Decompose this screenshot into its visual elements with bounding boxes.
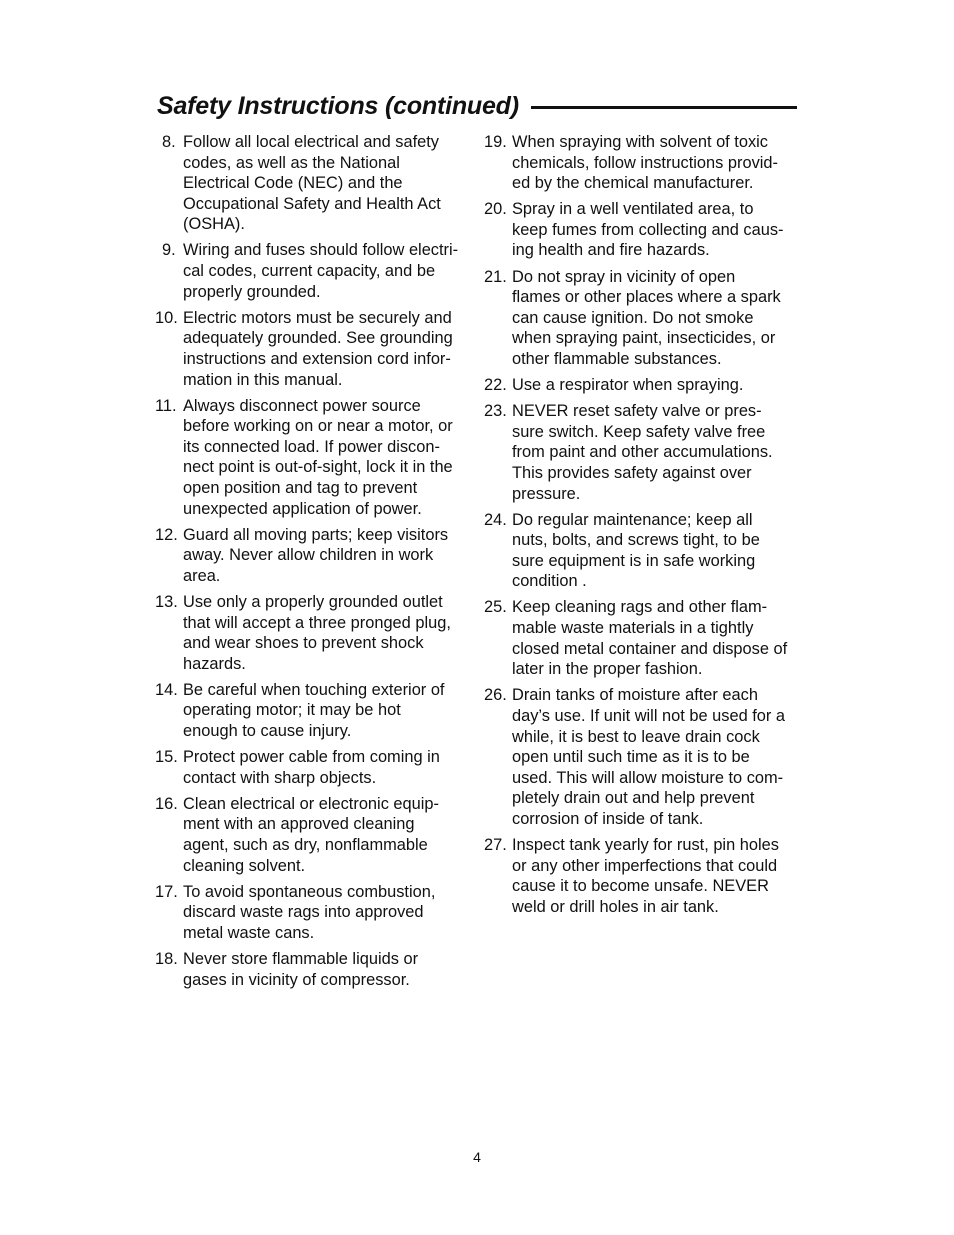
item-text: Use only a properly grounded outlet that will accept a three pronged plug, and wear shoes to prevent shock hazards. bbox=[183, 592, 451, 673]
right-column bbox=[484, 132, 800, 923]
list-item bbox=[484, 510, 800, 592]
item-number: 25. bbox=[484, 598, 507, 617]
item-number: 14. bbox=[155, 680, 178, 699]
item-number: 18. bbox=[155, 949, 178, 968]
item-number: 8. bbox=[162, 133, 176, 151]
page-number: 4 bbox=[473, 1149, 481, 1165]
item-text: Be careful when touching exterior of operating motor; it may be hot enough to cause injury. bbox=[183, 680, 445, 741]
item-text: To avoid spontaneous combustion, discard waste rags into approved metal waste cans. bbox=[183, 882, 436, 942]
list-item bbox=[484, 597, 800, 679]
list-item bbox=[155, 132, 471, 235]
item-text: Clean electrical or electronic equip- ment with an approved cleaning agent, such as dry, nonflammable cleaning solvent. bbox=[183, 794, 439, 875]
item-number: 21. bbox=[484, 267, 507, 286]
list-item bbox=[155, 592, 471, 674]
page-title: Safety Instructions (continued) bbox=[157, 91, 519, 120]
list-item bbox=[484, 132, 800, 194]
list-item bbox=[155, 680, 471, 742]
list-item bbox=[484, 401, 800, 504]
item-number: 9. bbox=[162, 241, 176, 260]
item-text: Do not spray in vicinity of open flames or other places where a spark can cause ignition. Do not smoke when spraying paint, insecticides, or other flammable substances. bbox=[512, 267, 781, 368]
item-number: 12. bbox=[155, 525, 178, 544]
list-item bbox=[155, 949, 471, 990]
item-text: NEVER reset safety valve or pres- sure switch. Keep safety valve free from paint and other accumulations. This provides safety against over pressure. bbox=[512, 402, 773, 503]
item-text: Wiring and fuses should follow electri- cal codes, current capacity, and be properly grounded. bbox=[183, 241, 459, 301]
list-item bbox=[484, 685, 800, 829]
item-text: Always disconnect power source before working on or near a motor, or its connected load. If power discon- nect point is out-of-sight, lock it in the open position and tag to prevent unexpected application of power. bbox=[183, 396, 453, 518]
item-text: When spraying with solvent of toxic chemicals, follow instructions provid- ed by the chemical manufacturer. bbox=[512, 133, 778, 193]
item-number: 11. bbox=[155, 396, 177, 415]
item-text: Guard all moving parts; keep visitors away. Never allow children in work area. bbox=[183, 525, 449, 585]
item-text: Spray in a well ventilated area, to keep fumes from collecting and caus- ing health and fire hazards. bbox=[512, 200, 784, 260]
item-number: 26. bbox=[484, 686, 507, 705]
item-text: Protect power cable from coming in contact with sharp objects. bbox=[183, 748, 440, 787]
item-text: Drain tanks of moisture after each day’s use. If unit will not be used for a while, it is best to leave drain cock open until such time as it is to be used. This will allow moisture to com- pletely drain out and help prevent corrosion of inside of tank. bbox=[512, 686, 786, 828]
list-item bbox=[484, 199, 800, 261]
list-item bbox=[155, 240, 471, 302]
list-item bbox=[155, 308, 471, 390]
item-text: Do regular maintenance; keep all nuts, bolts, and screws tight, to be sure equipment is in safe working condition . bbox=[512, 510, 760, 591]
list-item bbox=[155, 794, 471, 876]
list-item bbox=[484, 267, 800, 370]
item-text: Keep cleaning rags and other flam- mable waste materials in a tightly closed metal container and dispose of later in the proper fashion. bbox=[512, 598, 788, 679]
item-number: 22. bbox=[484, 376, 507, 395]
item-text: Use a respirator when spraying. bbox=[512, 376, 744, 395]
list-item bbox=[484, 375, 800, 396]
item-number: 24. bbox=[484, 510, 507, 529]
item-number: 23. bbox=[484, 402, 507, 421]
item-number: 20. bbox=[484, 200, 507, 219]
section-heading bbox=[157, 88, 797, 124]
item-number: 16. bbox=[155, 794, 178, 813]
list-item bbox=[155, 396, 471, 520]
list-item bbox=[155, 747, 471, 788]
item-number: 15. bbox=[155, 748, 178, 767]
list-item bbox=[155, 525, 471, 587]
item-text: Follow all local electrical and safety codes, as well as the National Electrical Code (NEC) and the Occupational Safety and Health Act (OSHA). bbox=[183, 133, 441, 234]
list-item bbox=[484, 835, 800, 917]
item-text: Electric motors must be securely and adequately grounded. See grounding instructions and extension cord infor- mation in this manual. bbox=[183, 308, 453, 389]
item-number: 10. bbox=[155, 308, 178, 327]
item-number: 19. bbox=[484, 133, 507, 151]
item-number: 27. bbox=[484, 836, 507, 854]
left-column bbox=[155, 132, 471, 996]
item-number: 17. bbox=[155, 882, 178, 901]
item-number: 13. bbox=[155, 592, 178, 611]
list-item bbox=[155, 882, 471, 944]
title-rule bbox=[531, 106, 797, 109]
item-text: Never store flammable liquids or gases in vicinity of compressor. bbox=[183, 949, 419, 989]
item-text: Inspect tank yearly for rust, pin holes or any other imperfections that could cause it to become unsafe. NEVER weld or drill holes in air tank. bbox=[512, 836, 779, 916]
